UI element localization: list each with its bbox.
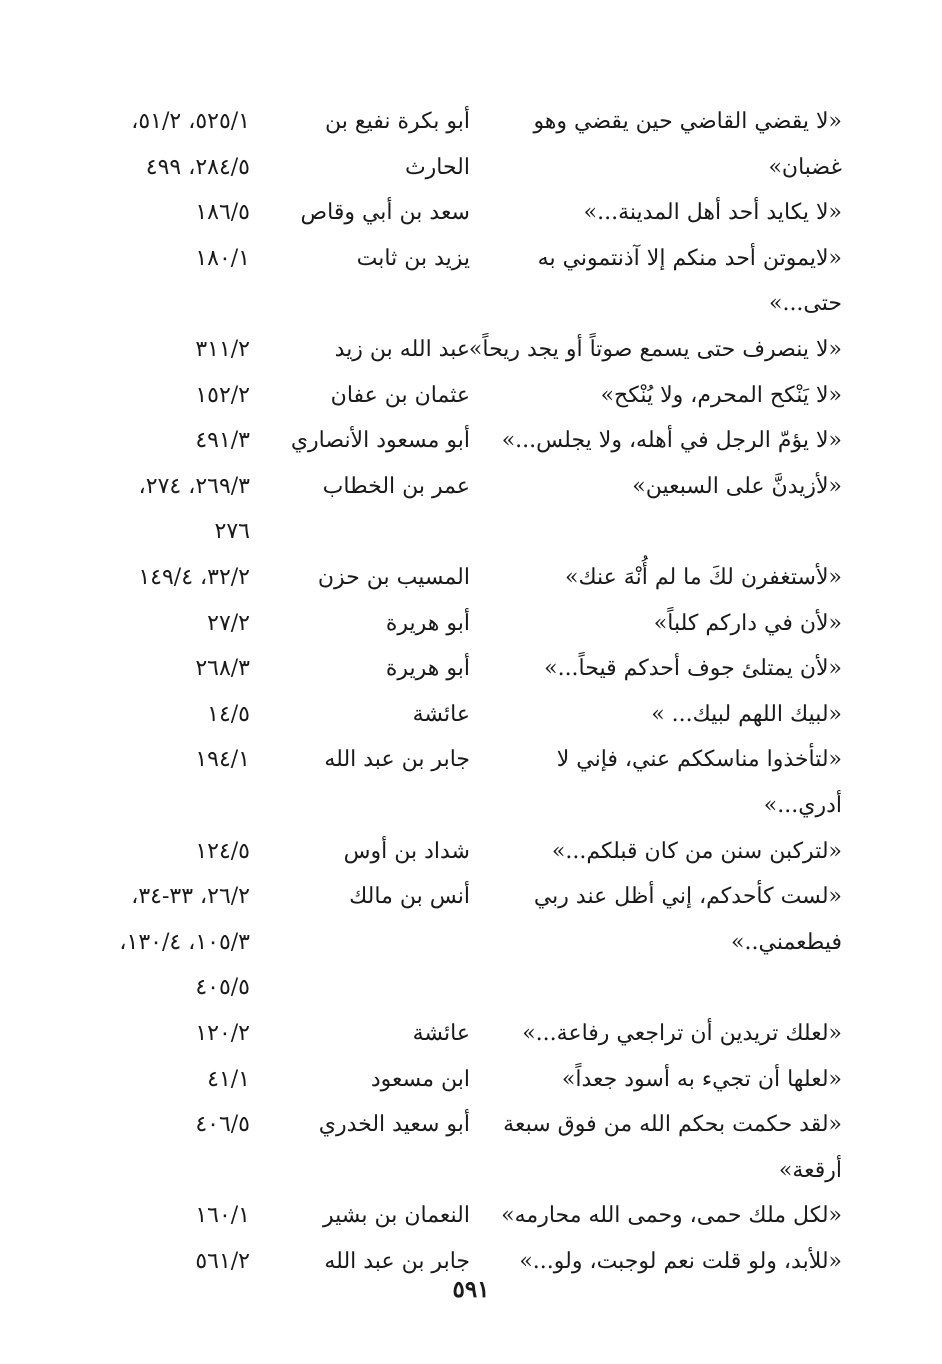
narrator-name: النعمان بن بشير [322,1203,470,1229]
hadith-text: فيطعمني..» [731,929,842,955]
volume-page-reference: ٣١١/٢ [195,337,250,362]
narrator-name: أبو هريرة [385,656,470,682]
index-row [0,376,942,416]
volume-page-reference: ٢٨٤/٥، ٤٩٩ [145,154,250,180]
hadith-text: «لا يؤمّ الرجل في أهله، ولا يجلس...» [501,428,842,454]
volume-page-reference [75,786,250,826]
index-row [0,923,942,963]
hadith-text: «لكل ملك حمى، وحمى الله محارمه» [501,1203,842,1229]
index-row [0,239,942,279]
volume-page-reference: ١٤/٥ [207,701,250,727]
volume-page-reference: ٢٧٦ [214,519,250,545]
volume-page-reference: ٥٢٥/١، ٥١/٢، [131,109,250,134]
narrator-name: أبو بكرة نفيع بن [325,109,470,134]
narrator-name: ابن مسعود [370,1066,470,1092]
hadith-text: «لعلها أن تجيء به أسود جعداً» [561,1066,842,1092]
narrator-name: أبو مسعود الأنصاري [290,428,470,454]
index-row [0,968,942,1008]
volume-page-reference: ٥٦١/٢ [195,1249,250,1274]
hadith-text: «لا ينصرف حتى يسمع صوتاً أو يجد ريحاً» [468,337,842,362]
volume-page-reference: ٤٩١/٣ [195,428,250,454]
hadith-text: أرقعة» [778,1157,842,1183]
index-row [0,1105,942,1145]
narrator-name: أنس بن مالك [349,884,470,910]
volume-page-reference: ٣٢/٢، ١٤٩/٤ [138,565,250,590]
hadith-text: «للأبد، ولو قلت نعم لوجبت، ولو...» [519,1249,842,1274]
hadith-text: «لتأخذوا مناسككم عني، فإني لا [556,747,842,773]
hadith-text: «لأزيدنَّ على السبعين» [632,473,842,499]
volume-page-reference: ١٢٠/٢ [195,1021,250,1046]
narrator-name: أبو سعيد الخدري [318,1112,470,1138]
index-row [0,740,942,780]
index-row [0,284,942,324]
hadith-text: حتى...» [768,291,842,317]
index-row [0,102,942,142]
index-row [0,1060,942,1100]
volume-page-reference: ٢٦/٢، ٣٣-٣٤، [131,884,250,910]
hadith-text: أدري...» [763,793,842,818]
index-row [0,1014,942,1054]
hadith-text: «لعلك تريدين أن تراجعي رفاعة...» [522,1021,842,1046]
narrator-name [265,1151,470,1191]
volume-page-reference: ١٦٠/١ [195,1203,250,1229]
narrator-name: عائشة [412,1021,470,1046]
hadith-text: غضبان» [768,154,842,180]
hadith-text: «لأستغفرن لكَ ما لم أُنْهَ عنك» [565,565,842,590]
index-row [0,1196,942,1236]
narrator-name [265,786,470,826]
hadith-text [497,512,842,552]
volume-page-reference: ٤٠٦/٥ [195,1112,250,1138]
volume-page-reference: ٢٧/٢ [207,610,250,636]
index-row [0,649,942,689]
index-row [0,467,942,507]
index-row [0,421,942,461]
index-row [0,558,942,598]
hadith-text: «لقد حكمت بحكم الله من فوق سبعة [503,1112,842,1138]
narrator-name: جابر بن عبد الله [324,747,470,773]
narrator-name: عائشة [412,701,470,727]
index-row [0,330,942,370]
index-row [0,877,942,917]
volume-page-reference: ١٨٠/١ [195,245,250,271]
hadith-text: «لا يَنْكح المحرم، ولا يُنْكح» [600,382,842,408]
narrator-name: شداد بن أوس [343,838,470,864]
narrator-name: جابر بن عبد الله [324,1249,470,1274]
hadith-text [497,968,842,1008]
index-row [0,604,942,644]
narrator-name [265,923,470,963]
narrator-name [265,512,470,552]
index-row [0,148,942,188]
volume-page-reference: ١٩٤/١ [195,747,250,773]
hadith-text: «لا يكايد أحد أهل المدينة...» [583,200,842,226]
hadith-text: «لايموتن أحد منكم إلا آذنتموني به [537,245,842,271]
hadith-text: «لست كأحدكم، إني أظل عند ربي [533,884,842,910]
narrator-name: أبو هريرة [385,610,470,636]
index-row [0,695,942,735]
hadith-text: «لأن في داركم كلباً» [653,610,842,636]
index-row [0,193,942,233]
hadith-text: «لأن يمتلئ جوف أحدكم قيحاً...» [544,656,842,682]
narrator-name: سعد بن أبي وقاص [300,200,470,226]
narrator-name: يزيد بن ثابت [356,245,470,271]
volume-page-reference: ١٥٢/٢ [195,382,250,408]
index-row [0,786,942,826]
hadith-text: «لتركبن سنن من كان قبلكم...» [551,838,842,864]
volume-page-reference: ٤١/١ [207,1066,250,1092]
volume-page-reference: ٢٦٩/٣، ٢٧٤، [138,473,250,499]
volume-page-reference: ٢٦٨/٣ [195,656,250,682]
index-row [0,832,942,872]
narrator-name: الحارث [404,154,470,180]
volume-page-reference: ٤٠٥/٥ [195,975,250,1001]
page-number: ٥٩١ [452,1276,490,1303]
index-row [0,512,942,552]
narrator-name: عمر بن الخطاب [322,473,470,499]
index-row [0,1151,942,1191]
narrator-name: المسيب بن حزن [317,565,470,590]
volume-page-reference: ١٨٦/٥ [195,200,250,226]
narrator-name: عبد الله بن زيد [334,337,470,362]
volume-page-reference: ١٠٥/٣، ١٣٠/٤، [119,929,250,955]
volume-page-reference: ١٢٤/٥ [195,838,250,864]
volume-page-reference [75,284,250,324]
volume-page-reference [75,1151,250,1191]
hadith-text: «لا يقضي القاضي حين يقضي وهو [533,109,842,134]
narrator-name [265,284,470,324]
narrator-name [265,968,470,1008]
hadith-text: «لبيك اللهم لبيك... » [651,701,842,727]
narrator-name: عثمان بن عفان [330,382,470,408]
